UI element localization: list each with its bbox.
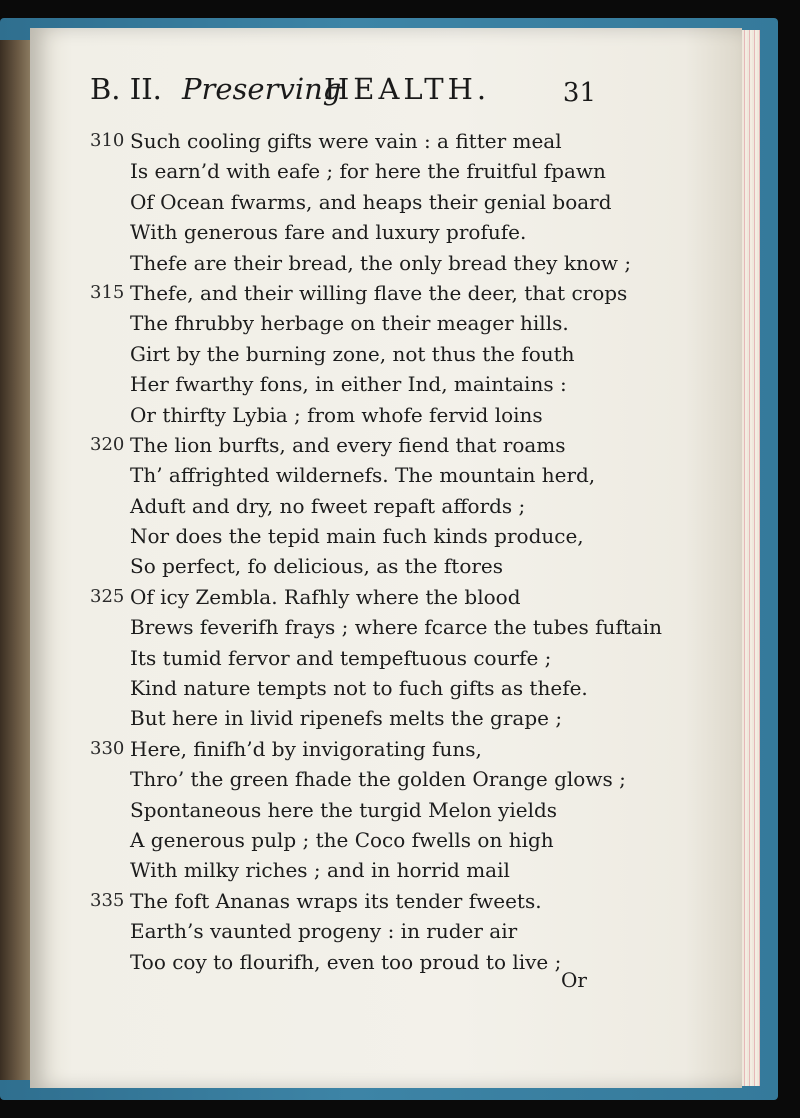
- poem-line: [90, 339, 610, 369]
- line-number: 310: [90, 130, 125, 151]
- poem-line: [90, 491, 610, 521]
- book-spine: [0, 40, 30, 1080]
- poem-line: [90, 369, 610, 399]
- line-text: Or thirfty Lybia ; from whofe fervid loins: [130, 402, 543, 427]
- poem-line: [90, 187, 610, 217]
- poem-line: [90, 764, 626, 794]
- line-text: Earth’s vaunted progeny : in ruder air: [130, 919, 518, 944]
- line-text: Of icy Zembla. Rafhly where the blood: [130, 584, 521, 609]
- poem-line: [90, 825, 610, 855]
- line-text: But here in livid ripenefs melts the grape ;: [130, 706, 563, 731]
- poem-line: [90, 612, 662, 642]
- poem-line: [90, 400, 610, 430]
- line-text: Brews feverifh frays ; where fcarce the tubes fuftain: [130, 615, 662, 640]
- poem-line: [90, 126, 610, 156]
- line-text: Th’ affrighted wildernefs. The mountain herd,: [130, 463, 596, 488]
- poem-line: [90, 217, 610, 247]
- catchword: Or: [561, 968, 587, 992]
- poem-line: [90, 582, 610, 612]
- poem-line: [90, 795, 610, 825]
- poem-line: [90, 156, 610, 186]
- header-title: HEALTH.: [324, 72, 491, 106]
- book-label: B. II.: [90, 72, 162, 106]
- line-text: The fhrubby herbage on their meager hills.: [130, 311, 569, 336]
- page-number: 31: [562, 78, 596, 108]
- poem-line: [90, 430, 610, 460]
- line-text: Her fwarthy fons, in either Ind, maintains :: [130, 372, 567, 397]
- line-text: Of Ocean fwarms, and heaps their genial board: [130, 189, 612, 214]
- poem-line: [90, 855, 610, 885]
- line-text: Aduft and dry, no fweet repaft affords ;: [130, 493, 526, 518]
- line-text: Such cooling gifts were vain : a fitter meal: [130, 129, 562, 153]
- poem-line: [90, 703, 610, 733]
- line-text: Girt by the burning zone, not thus the fouth: [130, 341, 575, 366]
- poem-line: [90, 248, 632, 278]
- line-text: Thefe, and their willing flave the deer, that crops: [130, 280, 628, 305]
- line-text: Its tumid fervor and tempeftuous courfe ;: [130, 645, 552, 670]
- line-text: So perfect, fo delicious, as the ftores: [130, 554, 504, 579]
- line-text: Thefe are their bread, the only bread they know ;: [130, 250, 632, 275]
- line-text: Nor does the tepid main fuch kinds produce,: [130, 524, 584, 549]
- poem-line: [90, 551, 610, 581]
- poem-text: [90, 126, 662, 977]
- line-text: With milky riches ; and in horrid mail: [130, 858, 510, 883]
- line-text: Here, finifh’d by invigorating funs,: [130, 736, 482, 761]
- running-header: [90, 72, 596, 116]
- poem-line: [90, 521, 610, 551]
- poem-line: [90, 278, 628, 308]
- poem-line: [90, 673, 610, 703]
- line-text: The lion burfts, and every fiend that roams: [130, 432, 566, 457]
- poem-line: [90, 886, 610, 916]
- line-number: 325: [90, 585, 125, 607]
- page-edges: [742, 30, 760, 1086]
- line-text: Is earn’d with eafe ; for here the fruitful fpawn: [130, 159, 606, 184]
- line-number: 330: [90, 737, 125, 759]
- line-number: 320: [90, 433, 125, 455]
- poem-line: [90, 460, 610, 490]
- line-text: Too coy to flourifh, even too proud to live ;: [130, 949, 562, 974]
- header-italic-word: Preserving: [182, 72, 342, 106]
- poem-line: [90, 947, 610, 977]
- poem-line: [90, 916, 610, 946]
- line-number: 335: [90, 889, 125, 911]
- line-text: A generous pulp ; the Coco fwells on high: [130, 827, 554, 852]
- line-text: Thro’ the green fhade the golden Orange glows ;: [130, 767, 626, 792]
- line-number: 315: [90, 281, 125, 303]
- poem-line: [90, 734, 610, 764]
- line-text: Spontaneous here the turgid Melon yields: [130, 797, 558, 822]
- line-text: The foft Ananas wraps its tender fweets.: [130, 888, 542, 913]
- line-text: With generous fare and luxury profufe.: [130, 220, 527, 245]
- poem-line: [90, 643, 610, 673]
- line-text: Kind nature tempts not to fuch gifts as thefe.: [130, 676, 588, 701]
- poem-line: [90, 308, 610, 338]
